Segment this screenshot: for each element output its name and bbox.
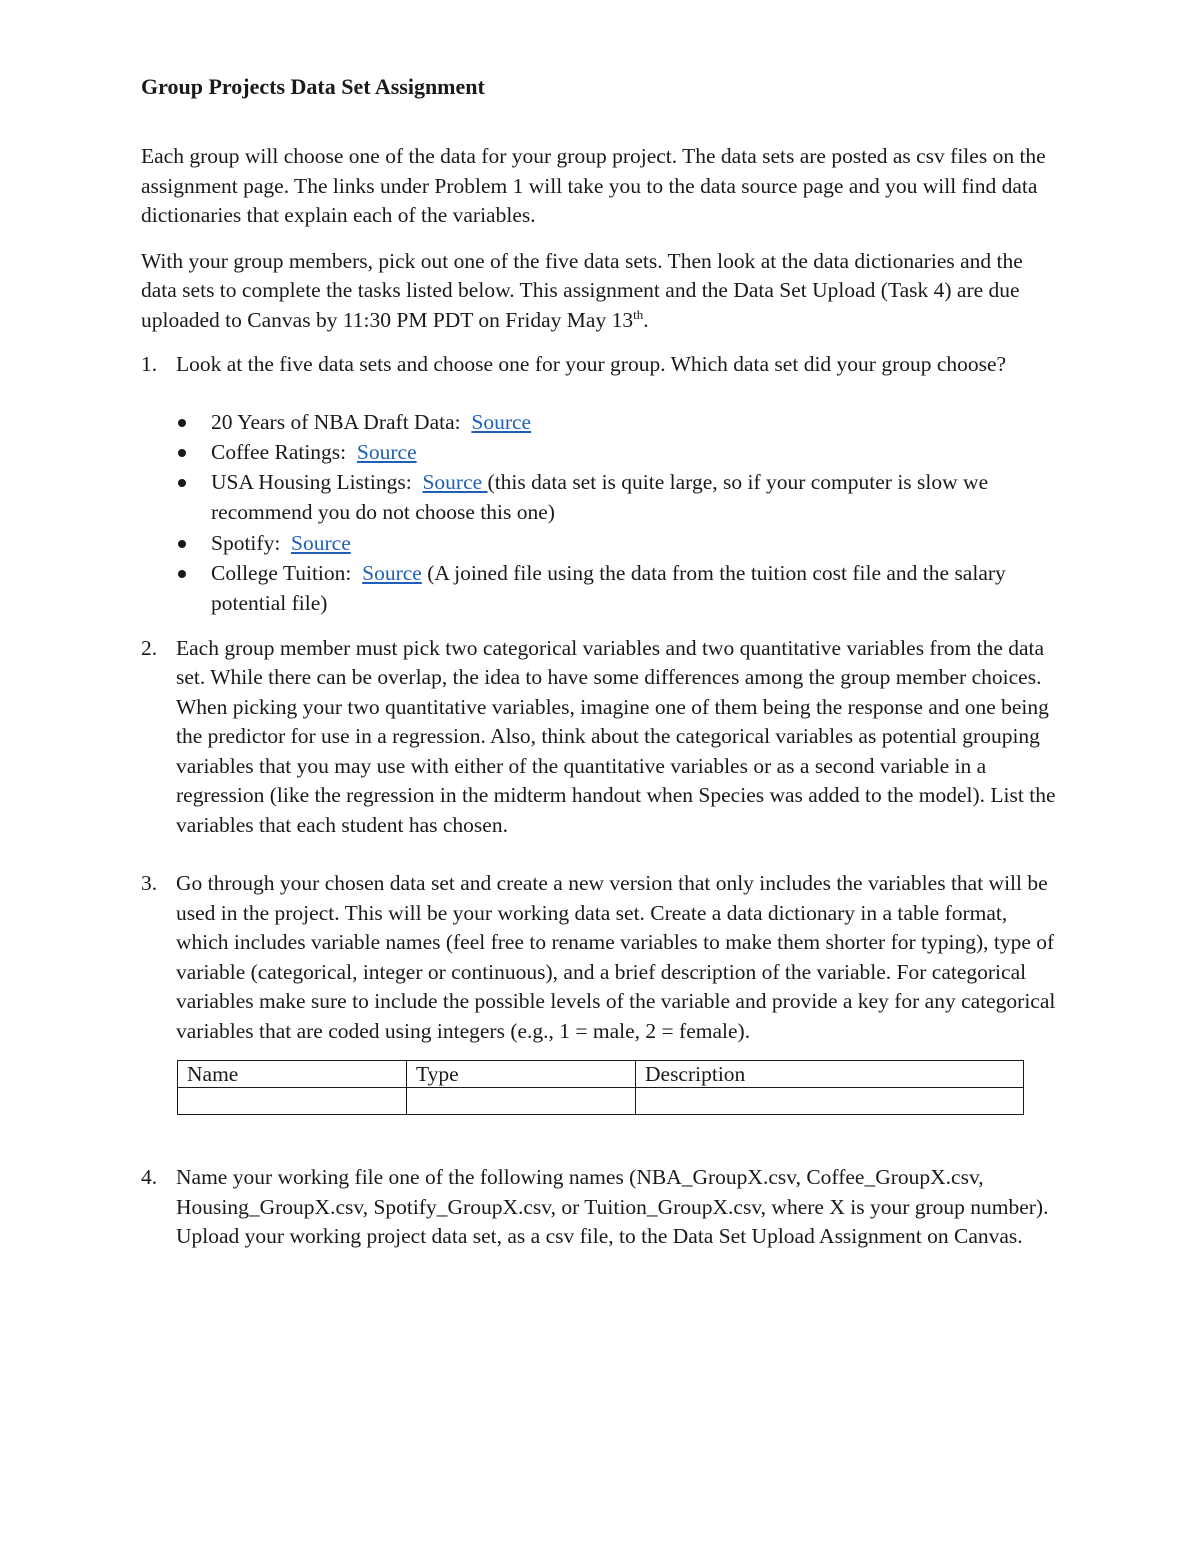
task-number: 3. bbox=[141, 871, 158, 896]
task-list bbox=[141, 350, 1061, 1046]
data-dictionary-table bbox=[177, 1060, 1024, 1115]
nba-source-link[interactable]: Source bbox=[471, 409, 532, 434]
bullet-icon bbox=[178, 449, 186, 457]
task-number: 2. bbox=[141, 635, 158, 660]
intro-paragraph-2-end: . bbox=[643, 307, 649, 332]
dataset-label: Spotify: bbox=[211, 530, 292, 555]
document-page bbox=[141, 72, 1061, 1252]
task-item-2 bbox=[141, 634, 1061, 841]
dataset-item-tuition bbox=[176, 558, 1061, 619]
task-item-4 bbox=[141, 1163, 1061, 1252]
dataset-label: USA Housing Listings: bbox=[211, 470, 423, 495]
housing-source-link[interactable]: Source bbox=[422, 470, 488, 495]
task-number: 4. bbox=[141, 1165, 158, 1190]
dataset-label: 20 Years of NBA Draft Data: bbox=[211, 409, 472, 434]
table-header-row bbox=[178, 1061, 1024, 1088]
task-item-3 bbox=[141, 869, 1061, 1046]
task-text: Go through your chosen data set and create a new version that only includes the variables that will be used in the project. This will be your working data set. Create a data dictionary in a table format, which includes variable names (feel free to rename variables to make them shorter for typing), type of variable (categorical, integer or continuous), and a brief description of the variable. For categorical variables make sure to include the possible levels of the variable and provide a key for any categorical variables that are coded using integers (e.g., 1 = male, 2 = female). bbox=[176, 871, 1056, 1043]
dataset-item-housing bbox=[176, 467, 1061, 528]
task-text: Each group member must pick two categorical variables and two quantitative variables from the data set. While there can be overlap, the idea to have some differences among the group member choices. When picking your two quantitative variables, imagine one of them being the response and one being the predictor for use in a regression. Also, think about the categorical variables as potential grouping variables that you may use with either of the quantitative variables or as a second variable in a regression (like the regression in the midterm handout when Species was added to the model). List the variables that each student has chosen. bbox=[176, 635, 1056, 837]
table-cell[interactable] bbox=[407, 1088, 636, 1115]
bullet-icon bbox=[178, 479, 186, 487]
header-cell-name: Name bbox=[178, 1061, 407, 1088]
task-list-continued bbox=[141, 1163, 1061, 1252]
task-number: 1. bbox=[141, 352, 158, 376]
intro-paragraph-1: Each group will choose one of the data for your group project. The data sets are posted as csv files on the assignment page. The links under Problem 1 will take you to the data source page and you will find data dictionaries that explain each of the variables. bbox=[141, 144, 1046, 227]
ordinal-suffix: th bbox=[633, 306, 644, 322]
dataset-label: Coffee Ratings: bbox=[211, 439, 357, 464]
task-text: Look at the five data sets and choose one for your group. Which data set did your group choose? bbox=[176, 352, 1007, 376]
spotify-source-link[interactable]: Source bbox=[291, 530, 351, 555]
coffee-source-link[interactable]: Source bbox=[356, 439, 417, 464]
dataset-label: College Tuition: bbox=[211, 560, 363, 585]
bullet-icon bbox=[178, 540, 186, 548]
intro-paragraph-2 bbox=[141, 247, 1061, 336]
dataset-item-coffee bbox=[176, 437, 1061, 467]
task-item-1 bbox=[141, 350, 1061, 619]
tuition-source-link[interactable]: Source bbox=[362, 560, 422, 585]
dictionary-table-wrapper bbox=[141, 1046, 1061, 1115]
document-title: Group Projects Data Set Assignment bbox=[141, 74, 485, 99]
dataset-note: (A joined file using the data from the tuition cost file and the salary potential file) bbox=[211, 560, 1006, 616]
dataset-item-nba bbox=[176, 407, 1061, 437]
table-cell[interactable] bbox=[636, 1088, 1024, 1115]
header-cell-type: Type bbox=[407, 1061, 636, 1088]
dataset-note: (this data set is quite large, so if your computer is slow we recommend you do not choose this one) bbox=[211, 470, 989, 525]
header-cell-description: Description bbox=[636, 1061, 1024, 1088]
dataset-list bbox=[176, 407, 1061, 619]
table-cell[interactable] bbox=[178, 1088, 407, 1115]
bullet-icon bbox=[178, 419, 186, 427]
dataset-item-spotify bbox=[176, 528, 1061, 558]
intro-paragraph-2-text: With your group members, pick out one of the five data sets. Then look at the data dictionaries and the data sets to complete the tasks listed below. This assignment and the Data Set Upload (Task 4) are due uploaded to Canvas by 11:30 PM PDT on Friday May 13 bbox=[141, 248, 1023, 332]
bullet-icon bbox=[178, 570, 186, 578]
task-text: Name your working file one of the following names (NBA_GroupX.csv, Coffee_GroupX.csv, Housing_GroupX.csv, Spotify_GroupX.csv, or Tuition_GroupX.csv, where X is your group number). Upload your working project data set, as a csv file, to the Data Set Upload Assignment on Canvas. bbox=[176, 1165, 1049, 1249]
table-row bbox=[178, 1088, 1024, 1115]
